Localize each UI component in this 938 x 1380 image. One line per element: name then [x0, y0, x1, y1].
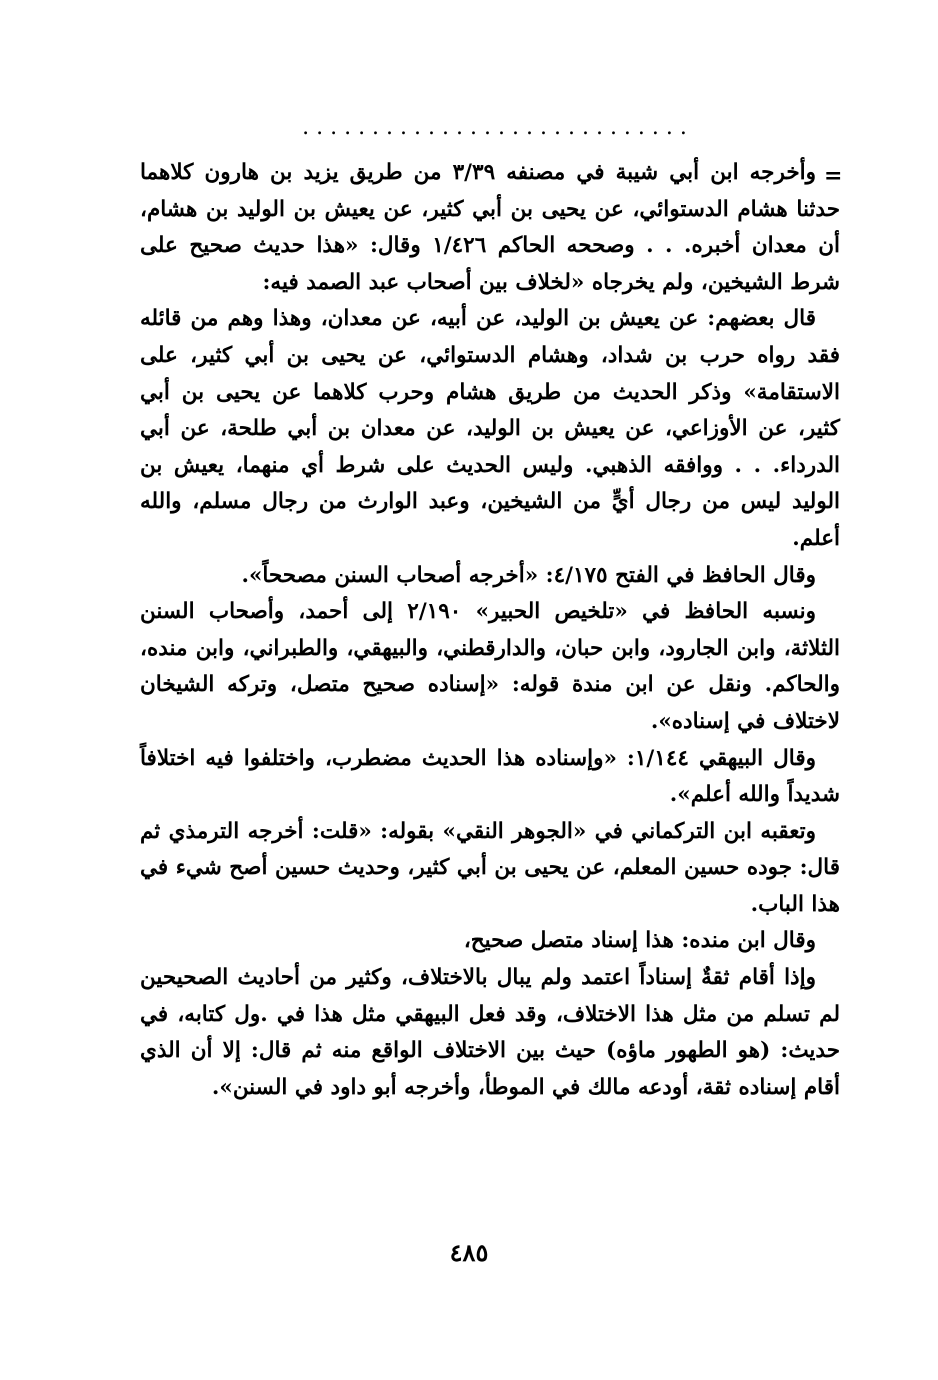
paragraph-2: قال بعضهم: عن يعيش بن الوليد، عن أبيه، عن معدان، وهذا وهم من قائله فقد رواه حرب بن شداد، وهشام الدستوائي، عن يحيى بن أبي كثير، على الاستقامة» وذكر الحديث من طريق هشام وحرب كلاهما عن يحيى بن أبي كثير، عن الأوزاعي، عن يعيش بن الوليد، عن معدان بن أبي طلحة، عن أبي الدرداء. . . ووافقه الذهبي. وليس الحديث على شرط أي منهما، يعيش بن الوليد ليس من رجال أيٍّ من الشيخين، وعبد الوارث من رجال مسلم، والله أعلم.: [140, 306, 840, 551]
footnote-separator: ............................: [302, 118, 694, 138]
paragraph-4: ونسبه الحافظ في «تلخيص الحبير» ٢/١٩٠ إلى أحمد، وأصحاب السنن الثلاثة، وابن الجارود، وابن حبان، والدارقطني، والبيهقي، والطبراني، وابن منده، والحاكم. ونقل عن ابن مندة قوله: «إسناده صحيح متصل، وتركه الشيخان لاختلاف في إسناده».: [140, 599, 840, 734]
paragraph-5: وقال البيهقي ١/١٤٤: «وإسناده هذا الحديث مضطرب، واختلفوا فيه اختلافاً شديداً والله أعلم».: [140, 745, 840, 808]
paragraph-8: وإذا أقام ثقةٌ إسناداً اعتمد ولم يبال بالاختلاف، وكثير من أحاديث الصحيحين لم تسلم من مثل هذا الاختلاف، وقد فعل البيهقي مثل هذا في .ول كتابه، في حديث: (هو الطهور ماؤه) حيث بين الاختلاف الواقع منه ثم قال: إلا أن الذي أقام إسناده ثقة، أودعه مالك في الموطأ، وأخرجه أبو داود في السنن».: [140, 965, 840, 1100]
paragraph-6: وتعقبه ابن التركماني في «الجوهر النقي» بقوله: «قلت: أخرجه الترمذي ثم قال: جوده حسين المعلم، عن يحيى بن أبي كثير، وحديث حسين أصح شيء في هذا الباب.: [140, 818, 840, 917]
page-number: ٤٨٥: [449, 1238, 489, 1267]
paragraph-7: وقال ابن منده: هذا إسناد متصل صحيح،: [463, 928, 816, 954]
paragraph-3: وقال الحافظ في الفتح ٤/١٧٥: «أخرجه أصحاب السنن مصححاً».: [241, 562, 816, 588]
footnote-text: [140, 155, 843, 1106]
paragraph-1: وأخرجه ابن أبي شيبة في مصنفه ٣/٣٩ من طريق يزيد بن هارون كلاهما حدثنا هشام الدستوائي، عن يحيى بن أبي كثير، عن يعيش بن الوليد بن هشام، أن معدان أخبره. . . وصححه الحاكم ١/٤٢٦ وقال: «هذا حديث صحيح على شرط الشيخين، ولم يخرجاه «لخلاف بين أصحاب عبد الصمد فيه:: [140, 160, 840, 295]
continuation-marker: =: [824, 163, 843, 189]
